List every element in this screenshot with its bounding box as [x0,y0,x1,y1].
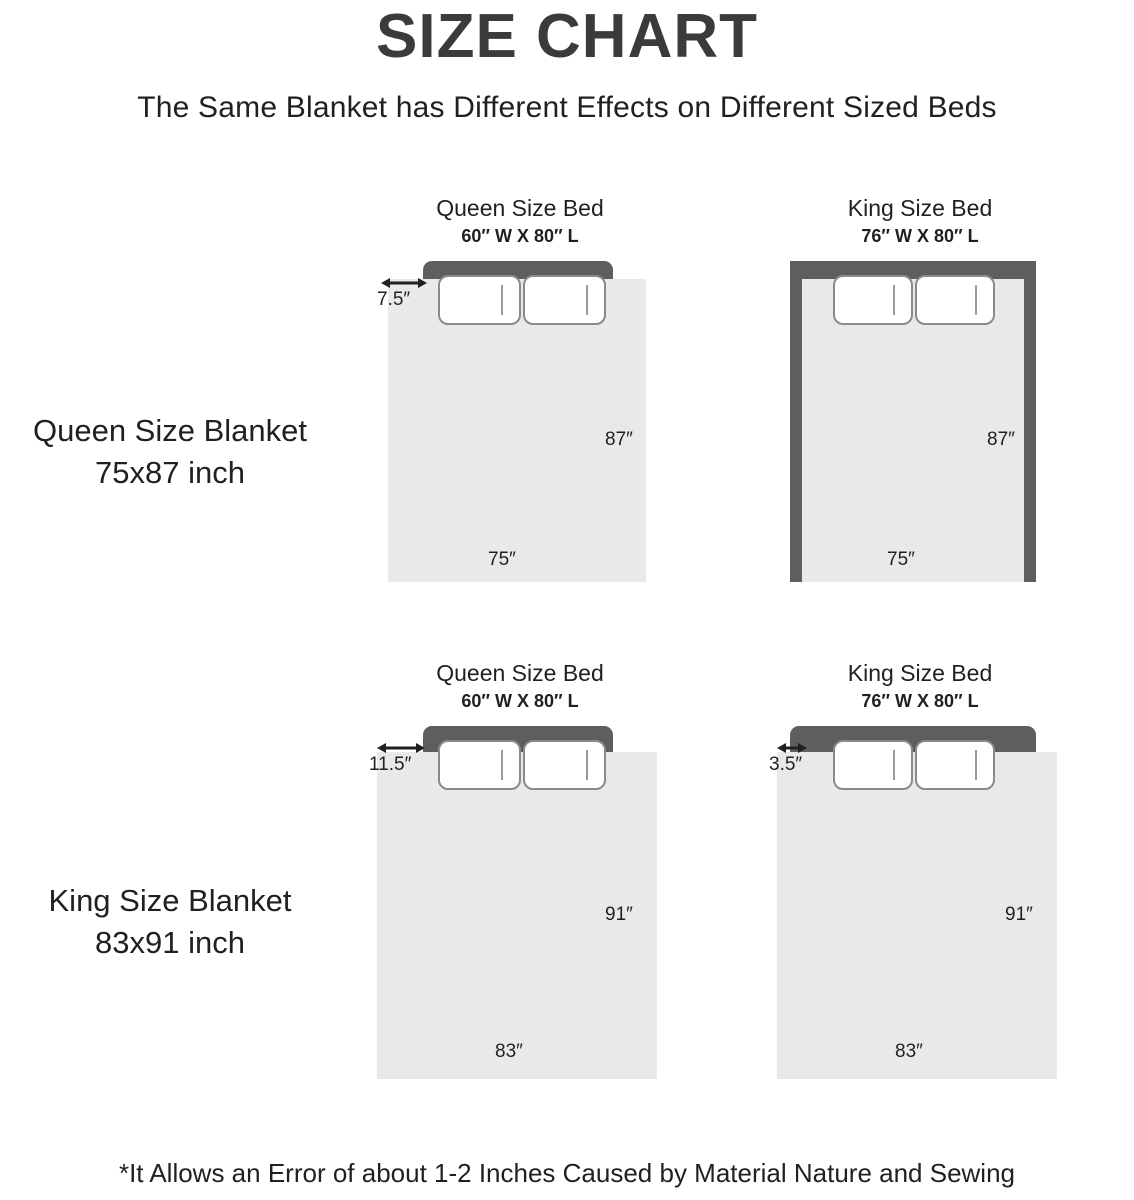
row-label-line2: 83x91 inch [95,924,245,960]
pillow-right [915,740,995,790]
row-label-queen-blanket [0,410,340,494]
bed-diagram [755,261,1085,601]
blanket-length-label: 91″ [1005,904,1033,925]
blanket-width-label: 83″ [495,1041,523,1062]
bed-name: Queen Size Bed [436,195,604,221]
page-title: SIZE CHART [376,2,758,71]
pillow-left [833,740,913,790]
footnote: *It Allows an Error of about 1-2 Inches Caused by Material Nature and Sewing [118,1158,1016,1188]
pillow-right [523,740,606,790]
cell-king-blanket-queen-bed [355,660,685,1096]
bed-diagram [755,726,1085,1096]
pillow-left [438,275,521,325]
row-label-line2: 75x87 inch [95,454,245,490]
overhang-label: 11.5″ [369,754,412,775]
blanket-length-label: 87″ [987,429,1015,450]
blanket-length-label: 91″ [605,904,633,925]
row-label-king-blanket [0,880,340,964]
bed-dimensions: 76″ W X 80″ L [861,691,979,711]
row-label-line1: King Size Blanket [48,883,292,918]
overhang-label: 3.5″ [769,754,803,775]
bed-dimensions: 60″ W X 80″ L [461,226,579,246]
bed-diagram [355,261,685,601]
blanket-width-label: 83″ [895,1041,923,1062]
pillow-left [438,740,521,790]
pillow-left [833,275,913,325]
bed-dimensions: 76″ W X 80″ L [861,226,979,246]
overhang-label: 7.5″ [377,289,411,310]
cell-queen-blanket-king-bed [755,195,1085,601]
row-label-line1: Queen Size Blanket [32,413,307,448]
blanket-length-label: 87″ [605,429,633,450]
pillow-right [523,275,606,325]
bed-name: King Size Bed [847,195,993,221]
bed-name: King Size Bed [847,660,993,686]
bed-name: Queen Size Bed [436,660,604,686]
pillow-right [915,275,995,325]
bed-dimensions: 60″ W X 80″ L [461,691,579,711]
cell-queen-blanket-queen-bed [355,195,685,601]
blanket-width-label: 75″ [488,549,516,570]
bed-diagram [355,726,685,1096]
cell-king-blanket-king-bed [755,660,1085,1096]
page-subtitle: The Same Blanket has Different Effects on Different Sized Beds [137,91,997,125]
blanket-width-label: 75″ [887,549,915,570]
